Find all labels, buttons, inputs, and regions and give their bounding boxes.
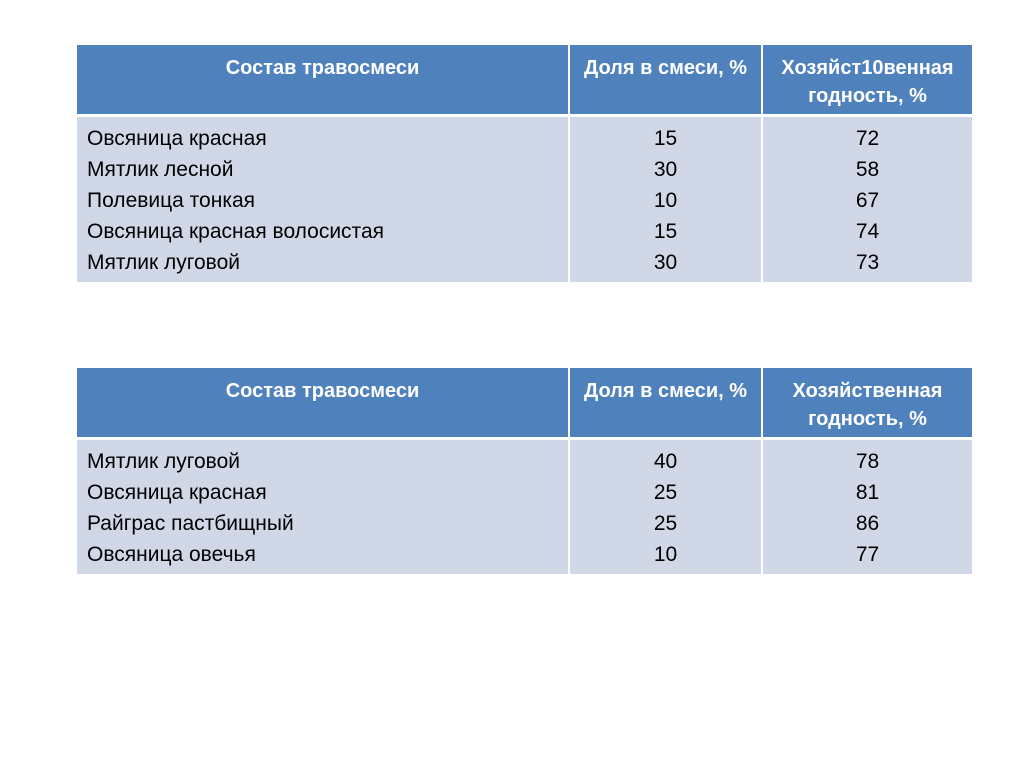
cell-grass: Овсяница красная <box>77 477 569 508</box>
cell-grass: Райграс пастбищный <box>77 508 569 539</box>
cell-share: 25 <box>569 477 762 508</box>
cell-value: 77 <box>762 539 972 574</box>
cell-value: 73 <box>762 247 972 282</box>
table-row <box>77 216 972 247</box>
cell-value: 78 <box>762 438 972 477</box>
cell-share: 10 <box>569 185 762 216</box>
cell-grass: Мятлик луговой <box>77 247 569 282</box>
header-share: Доля в смеси, % <box>569 368 762 438</box>
cell-grass: Мятлик лесной <box>77 154 569 185</box>
cell-grass: Овсяница овечья <box>77 539 569 574</box>
cell-share: 10 <box>569 539 762 574</box>
table-row <box>77 247 972 282</box>
table-row <box>77 185 972 216</box>
table-header-row <box>77 368 972 438</box>
header-composition: Состав травосмеси <box>77 368 569 438</box>
cell-value: 81 <box>762 477 972 508</box>
table-row <box>77 477 972 508</box>
cell-share: 30 <box>569 247 762 282</box>
grass-mix-table-2 <box>77 368 972 574</box>
table-header-row <box>77 45 972 115</box>
cell-share: 15 <box>569 115 762 154</box>
cell-share: 30 <box>569 154 762 185</box>
table-row <box>77 508 972 539</box>
header-economic-value: Хозяйственная годность, % <box>762 368 972 438</box>
header-share: Доля в смеси, % <box>569 45 762 115</box>
header-economic-value: Хозяйст10венная годность, % <box>762 45 972 115</box>
cell-value: 67 <box>762 185 972 216</box>
cell-share: 15 <box>569 216 762 247</box>
cell-value: 72 <box>762 115 972 154</box>
cell-grass: Овсяница красная волосистая <box>77 216 569 247</box>
cell-share: 40 <box>569 438 762 477</box>
table-row <box>77 115 972 154</box>
cell-grass: Полевица тонкая <box>77 185 569 216</box>
cell-value: 86 <box>762 508 972 539</box>
cell-grass: Мятлик луговой <box>77 438 569 477</box>
table-row <box>77 438 972 477</box>
table-row <box>77 539 972 574</box>
cell-value: 58 <box>762 154 972 185</box>
cell-grass: Овсяница красная <box>77 115 569 154</box>
cell-value: 74 <box>762 216 972 247</box>
header-composition: Состав травосмеси <box>77 45 569 115</box>
cell-share: 25 <box>569 508 762 539</box>
table-row <box>77 154 972 185</box>
grass-mix-table-1 <box>77 45 972 282</box>
